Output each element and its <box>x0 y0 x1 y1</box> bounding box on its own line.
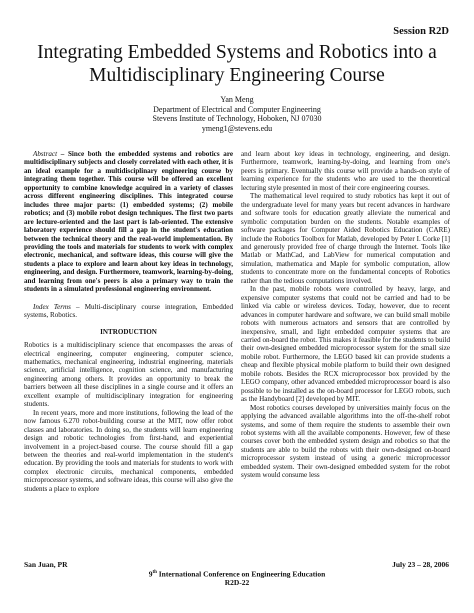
right-paragraph-2: The mathematical level required to study robotics has kept it out of the undergraduate level for many years but recent advances in hardware and software tools for education greatly alleviate the numerical and symbolic computation burden on the students. Notable examples of software packages for Computer Aided Robotics Education (CARE) include the Robotics Toolbox for Matlab, developed by Peter I. Corke [1] and generously provided free of charge through the Internet. Tools like Matlab or MathCad, and LabView for numerical computation and simulation, mathematica and Maple for symbolic computation, allow students to concentrate more on the fundamental concepts of Robotics rather than the tedious computations involved. <box>241 192 450 285</box>
right-paragraph-3: In the past, mobile robots were controlled by heavy, large, and expensive computer systems that could not be carried and had to be linked via cable or wireless devices. Today, however, due to recent advances in computer hardware and software, we can build small mobile robots with numerous actuators and sensors that are controlled by inexpensive, small, and light embedded computer systems that are carried on-board the robot. This makes it feasible for the students to build their own-designed embedded microprocessor system for the small size mobile robot. Furthermore, the LEGO based kit can provide students a cheap and flexible physical mobile platform to build their own designed mobile robots. Besides the RCX microprocessor box provided by the LEGO company, other advanced embedded microprocessor board is also possible to be installed as the on-board processor for LEGO robots, such as the Handyboard [2] developed by MIT. <box>241 285 450 404</box>
abstract-text: – Since both the embedded systems and robotics are multidisciplinary subjects and closely correlated with each other, it is an ideal example for a multidisciplinary engineering course by integrating them together. This course will be offered an excellent opportunity to combine knowledge acquired in a variety of classes across different engineering disciplines. This integrated course includes three major parts: (1) embedded systems; (2) mobile robotics; and (3) mobile robot design techniques. The first two parts are lecture-oriented and the last part is lab-oriented. The extensive laboratory experience should fill a gap in the student's education between the technical theory and the real-world implementation. By providing the tools and materials for students to work with complex electronic, mechanical, and software ideas, this course will give the students a place to explore and learn about key ideas in technology, engineering, and design. Furthermore, teamwork, learning-by-doing, and learning from one's peers is also a primary way to train the students in a simulated professional engineering environment. <box>24 150 233 294</box>
abstract-lead: Abstract <box>33 150 58 158</box>
intro-paragraph-2: In recent years, more and more institutions, following the lead of the now famous 6.270 robot-building course at the MIT, now offer robot classes and laboratories. In doing so, the students will learn engineering design and robotic technologies from first-hand, and experiential involvement in a project-based course. The course should fill a gap between the theories and real-world implementation in the student's education. By providing the tools and materials for students to work with complex electronic circuits, mechanical components, embedded microprocessor systems, and software ideas, this course will also give the students a place to explore <box>24 408 233 493</box>
title-line-1: Integrating Embedded Systems and Robotics into a <box>37 42 437 63</box>
title-line-2: Multidisciplinary Engineering Course <box>89 65 385 86</box>
abstract <box>24 150 233 294</box>
author-department: Department of Electrical and Computer Engineering <box>153 104 321 114</box>
conference-title: International Conference on Engineering Education <box>156 569 326 579</box>
author-email: ymeng1@stevens.edu <box>201 123 273 133</box>
paper-title <box>20 41 454 87</box>
index-terms-text: – Multi-disciplinary course integration, Embedded systems, Robotics. <box>24 302 233 320</box>
conference-number: 9 <box>148 569 153 579</box>
index-terms <box>24 303 233 320</box>
author-name: Yan Meng <box>220 95 254 104</box>
index-terms-lead: Index Terms <box>33 302 71 311</box>
author-institution: Stevens Institute of Technology, Hoboken, NJ 07030 <box>152 114 322 124</box>
session-label: Session R2D <box>393 26 449 37</box>
right-paragraph-4: Most robotics courses developed by universities mainly focus on the applying the advanced available algorithms into the off-the-shelf robot systems, and some of them require the students to assemble their own robot systems with all the available components. However, few of these courses cover both the embedded system design and robotics so that the students are able to build the robots with their own-designed on-board microprocessor system instead of using a generic microprocessor embedded system. Their own-designed embedded system for the robot system would consume less <box>241 403 450 480</box>
left-column <box>24 150 233 493</box>
footer-location: San Juan, PR <box>24 560 68 569</box>
right-column <box>241 150 450 480</box>
intro-paragraph-1: Robotics is a multidisciplinary science that encompasses the areas of electrical engineering, computer engineering, computer science, mathematics, mechanical engineering, industrial engineering, materials science, artificial intelligence, cognition science, and manufacturing engineering among others. It provides an opportunity to break the barriers between all these disciplines in a single course and it offers an excellent example of multidisciplinary integration for engineering students. <box>24 341 233 409</box>
page-code: R2D-22 <box>224 578 250 588</box>
conference-ordinal: th <box>152 570 157 575</box>
right-paragraph-1: and learn about key ideas in technology, engineering, and design. Furthermore, teamwork, learning-by-doing, and learning from one's peers is primary. Eventually this course will provide a hands-on style of learning experience for the students who are used to the theoretical lecturing style presented in most of their core engineering courses. <box>241 150 450 192</box>
author-block <box>20 95 454 133</box>
footer-conference <box>20 569 454 588</box>
footer-date: July 23 – 28, 2006 <box>392 560 449 569</box>
section-heading-introduction: INTRODUCTION <box>100 327 157 336</box>
